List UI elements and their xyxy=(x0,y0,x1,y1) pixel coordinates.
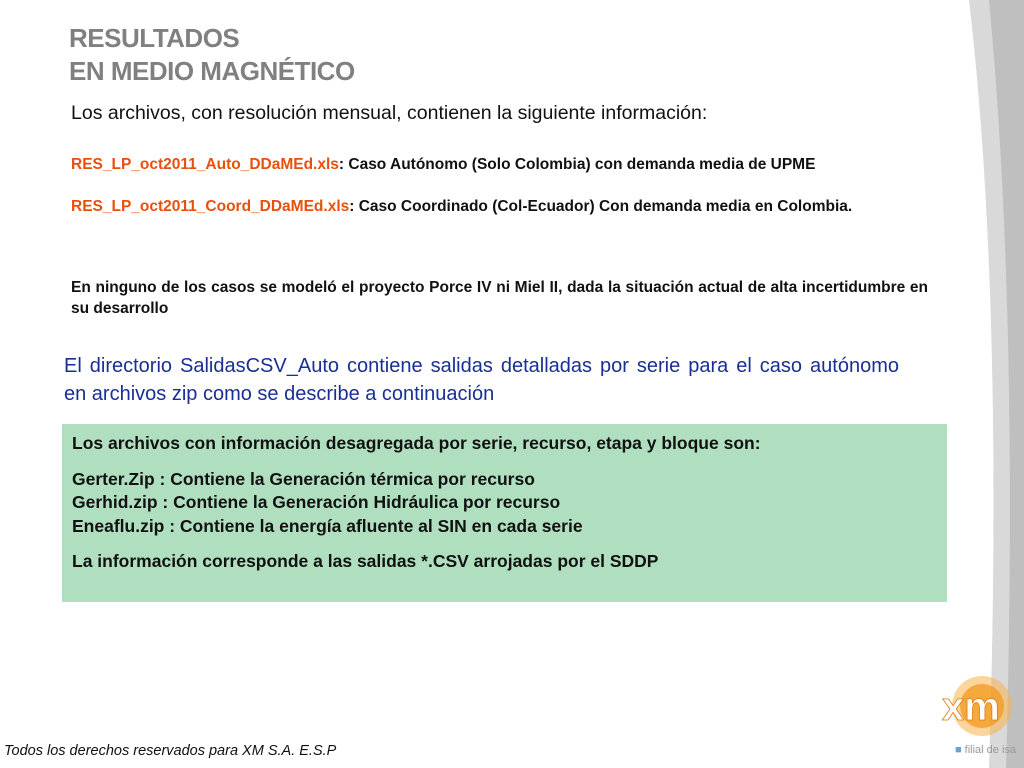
box-item-gerhid: Gerhid.zip : Contiene la Generación Hidráulica por recurso xyxy=(72,492,561,512)
directory-text: El directorio SalidasCSV_Auto contiene salidas detalladas por serie para el caso autónomo en archivos zip como se describe a continuación xyxy=(64,355,899,405)
box-heading: Los archivos con información desagregada por serie, recurso, etapa y bloque son: xyxy=(72,433,761,453)
file-description-auto xyxy=(71,154,928,175)
note-text: En ninguno de los casos se modeló el proyecto Porce IV ni Miel II, dada la situación actual de alta incertidumbre en su desarrollo xyxy=(71,279,928,317)
files-info-box xyxy=(62,424,947,602)
box-footer: La información corresponde a las salidas *.CSV arrojadas por el SDDP xyxy=(72,551,659,571)
box-item-eneaflu: Eneaflu.zip : Contiene la energía afluente al SIN en cada serie xyxy=(72,515,583,536)
filial-tagline xyxy=(955,744,1016,756)
page-title xyxy=(69,22,355,88)
file-desc-coord: : Caso Coordinado (Col-Ecuador) Con demanda media en Colombia. xyxy=(349,198,853,215)
file-desc-auto: : Caso Autónomo (Solo Colombia) con demanda media de UPME xyxy=(338,156,816,173)
tagline-text: filial de isa xyxy=(964,744,1016,756)
logo-text: xm xyxy=(942,685,1000,729)
intro-text: Los archivos, con resolución mensual, contienen la siguiente información: xyxy=(71,102,708,124)
title-line-2: EN MEDIO MAGNÉTICO xyxy=(69,56,355,86)
box-item-gerter: Gerter.Zip : Contiene la Generación térmica por recurso xyxy=(72,468,535,489)
title-line-1: RESULTADOS xyxy=(69,23,240,53)
file-description-coord xyxy=(71,196,928,217)
file-name-auto: RES_LP_oct2011_Auto_DDaMEd.xls xyxy=(71,156,339,173)
isa-mark-icon: ■ xyxy=(954,744,965,756)
copyright-footer: Todos los derechos reservados para XM S.A. E.S.P xyxy=(4,743,337,759)
file-name-coord: RES_LP_oct2011_Coord_DDaMEd.xls xyxy=(71,198,350,215)
